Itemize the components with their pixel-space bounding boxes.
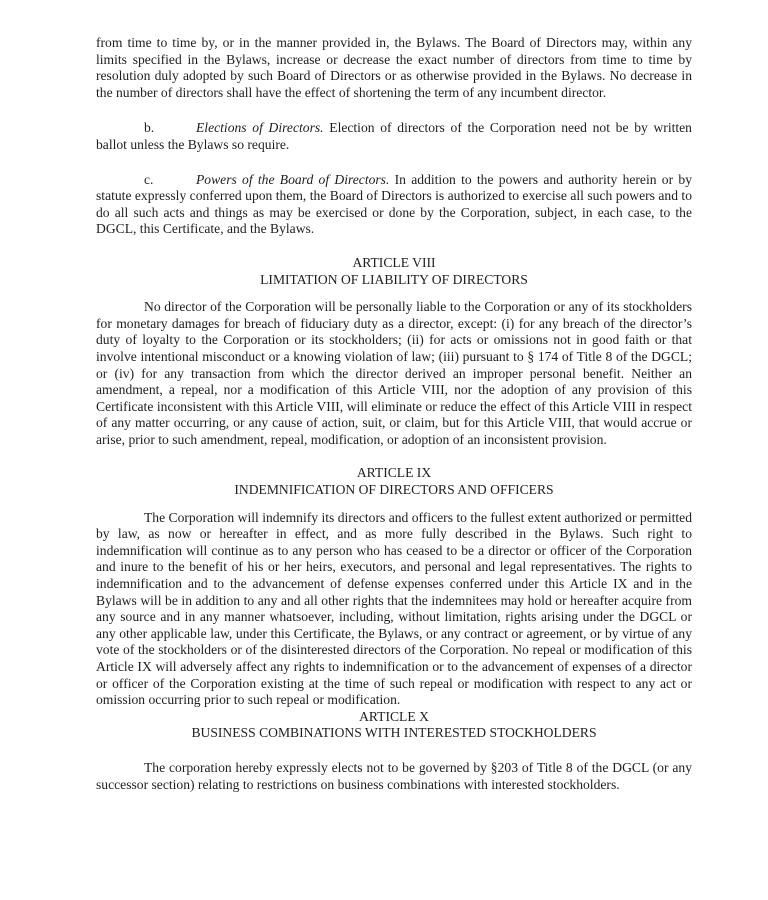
section-b-title: Elections of Directors. [196,120,324,136]
section-c-title: Powers of the Board of Directors. [196,171,390,187]
section-b-label: b. [144,120,155,136]
continuation-paragraph: from time to time by, or in the manner provided in, the Bylaws. The Board of Directors may, within any limits specified in the Bylaws, increase or decrease the exact number of directors from time to time by resolution duly adopted by such Board of Directors or as otherwise provided in the Bylaws. No decrease in the number of directors shall have the effect of shortening the term of any incumbent director. [96,35,692,100]
article-x-body: The corporation hereby expressly elects not to be governed by §203 of Title 8 of the DGCL (or any successor section) relating to restrictions on business combinations with interested stockholders. [96,759,692,792]
article-ix-title: INDEMNIFICATION OF DIRECTORS AND OFFICERS [234,482,554,498]
article-x-number: ARTICLE X [359,708,429,724]
section-c-text: In addition to the powers and authority herein or by statute expressly conferred upon them, the Board of Directors is authorized to exercise all such powers and to do all such acts and things as may be exercised or done by the Corporation, subject, in each case, to the DGCL, this Certificate, and the Bylaws. [96,171,692,237]
section-b-text: Election of directors of the Corporation need not be by written ballot unless the Bylaws so require. [96,120,692,152]
section-c-paragraph [96,172,692,238]
article-viii-title: LIMITATION OF LIABILITY OF DIRECTORS [260,271,528,287]
article-ix-body: The Corporation will indemnify its directors and officers to the fullest extent authorized or permitted by law, as now or hereafter in effect, and as more fully described in the Bylaws. Such right to indemnification will continue as to any person who has ceased to be a director or officer of the Corporation and inure to the benefit of his or her heirs, executors, and personal and legal representatives. The rights to indemnification and to the advancement of defense expenses conferred under this Article IX and in the Bylaws will be in addition to any and all other rights that the indemnitees may hold or hereafter acquire from any source and in any manner whatsoever, including, without limitation, rights arising under the DGCL or any other applicable law, under this Certificate, the Bylaws, or any contract or agreement, or by virtue of any vote of the stockholders or of the disinterested directors of the Corporation. No repeal or modification of this Article IX will adversely affect any rights to indemnification or to the advancement of expenses of a director or officer of the Corporation existing at the time of such repeal or modification with respect to any act or omission occurring prior to such repeal or modification. [96,509,692,708]
section-c-label: c. [144,171,154,187]
article-x-title: BUSINESS COMBINATIONS WITH INTERESTED STOCKHOLDERS [191,725,597,741]
article-ix-number: ARTICLE IX [356,465,432,481]
article-viii-number: ARTICLE VIII [352,254,436,270]
article-x [96,709,692,793]
article-viii-body: No director of the Corporation will be personally liable to the Corporation or any of its stockholders for monetary damages for breach of fiduciary duty as a director, except: (i) for any breach of the director’s duty of loyalty to the Corporation or its stockholders; (ii) for acts or omissions not in good faith or that involve intentional misconduct or a knowing violation of law; (iii) pursuant to § 174 of Title 8 of the DGCL; or (iv) for any transaction from which the director derived an improper personal benefit. Neither an amendment, a repeal, nor a modification of this Article VIII, nor the adoption of any provision of this Certificate inconsistent with this Article VIII, will eliminate or reduce the effect of this Article VIII in respect of any matter occurring, or any cause of action, suit, or claim, but for this Article VIII, that would accrue or arise, prior to such amendment, repeal, modification, or adoption of an inconsistent provision. [96,299,692,447]
section-b-paragraph [96,120,692,153]
article-viii [96,255,692,449]
article-ix [96,465,692,708]
